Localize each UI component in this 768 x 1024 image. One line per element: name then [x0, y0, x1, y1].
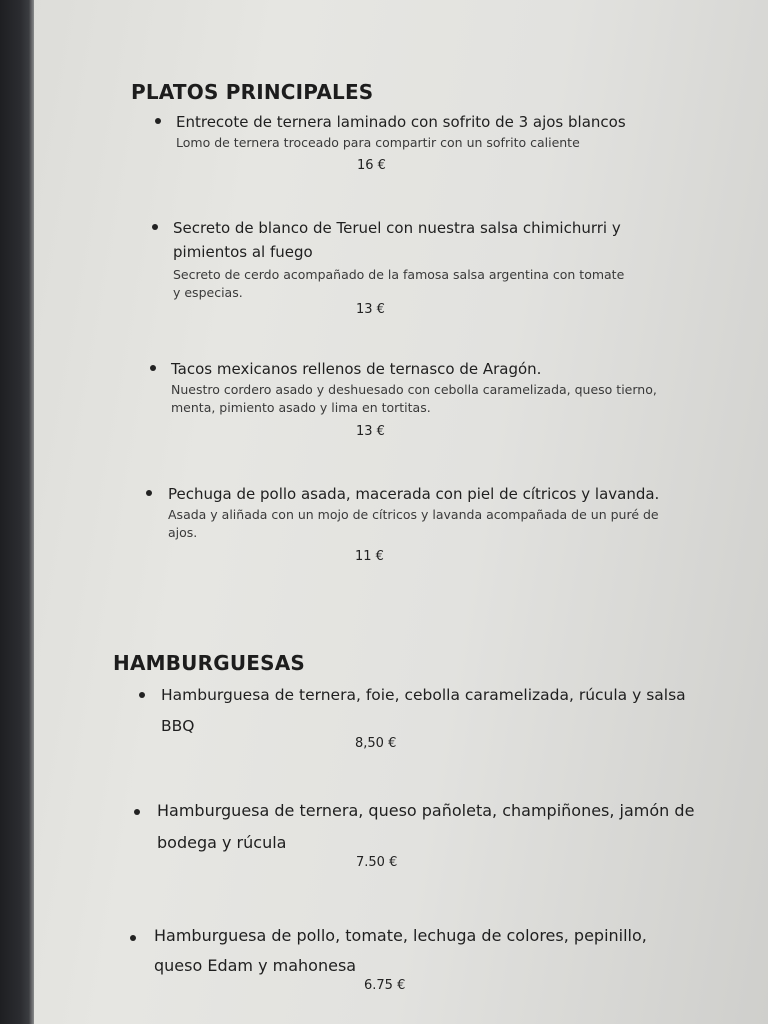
book-spine-edge — [0, 0, 34, 1024]
dish-price: 13 € — [356, 302, 385, 317]
section-heading-platos-principales: PLATOS PRINCIPALES — [131, 80, 374, 104]
dish-title: Hamburguesa de ternera, foie, cebolla caramelizada, rúcula y salsa BBQ — [161, 686, 686, 735]
section-heading-hamburguesas: HAMBURGUESAS — [113, 651, 306, 675]
dish-description: Nuestro cordero asado y deshuesado con cebolla caramelizada, queso tierno, menta, pimiento asado y lima en tortitas. — [171, 382, 657, 415]
dish-price: 11 € — [355, 549, 384, 564]
menu-item — [173, 216, 633, 302]
dish-title: Entrecote de ternera laminado con sofrito de 3 ajos blancos — [176, 113, 626, 131]
dish-price: 13 € — [356, 424, 385, 439]
dish-price: 16 € — [357, 158, 386, 173]
menu-item — [161, 680, 701, 742]
bullet-icon — [152, 224, 158, 230]
menu-item — [171, 357, 666, 417]
dish-title: Hamburguesa de ternera, queso pañoleta, champiñones, jamón de bodega y rúcula — [157, 801, 695, 852]
dish-description: Lomo de ternera troceado para compartir con un sofrito caliente — [176, 135, 580, 150]
dish-title: Tacos mexicanos rellenos de ternasco de Aragón. — [171, 360, 542, 378]
dish-title: Hamburguesa de pollo, tomate, lechuga de colores, pepinillo, queso Edam y mahonesa — [154, 926, 647, 975]
dish-description: Secreto de cerdo acompañado de la famosa salsa argentina con tomate y especias. — [173, 267, 625, 300]
menu-item — [176, 110, 646, 152]
bullet-icon — [155, 118, 161, 124]
dish-price: 8,50 € — [355, 736, 397, 751]
menu-item — [157, 795, 702, 859]
menu-page — [34, 0, 768, 1024]
dish-price: 6.75 € — [364, 978, 406, 993]
bullet-icon — [134, 809, 140, 815]
bullet-icon — [139, 692, 145, 698]
menu-item — [154, 921, 674, 981]
bullet-icon — [146, 490, 152, 496]
dish-title: Secreto de blanco de Teruel con nuestra salsa chimichurri y pimientos al fuego — [173, 219, 621, 261]
dish-title: Pechuga de pollo asada, macerada con piel de cítricos y lavanda. — [168, 485, 660, 503]
dish-description: Asada y aliñada con un mojo de cítricos y lavanda acompañada de un puré de ajos. — [168, 507, 659, 540]
bullet-icon — [130, 935, 136, 941]
dish-price: 7.50 € — [356, 855, 398, 870]
bullet-icon — [150, 365, 156, 371]
menu-item — [168, 482, 663, 542]
